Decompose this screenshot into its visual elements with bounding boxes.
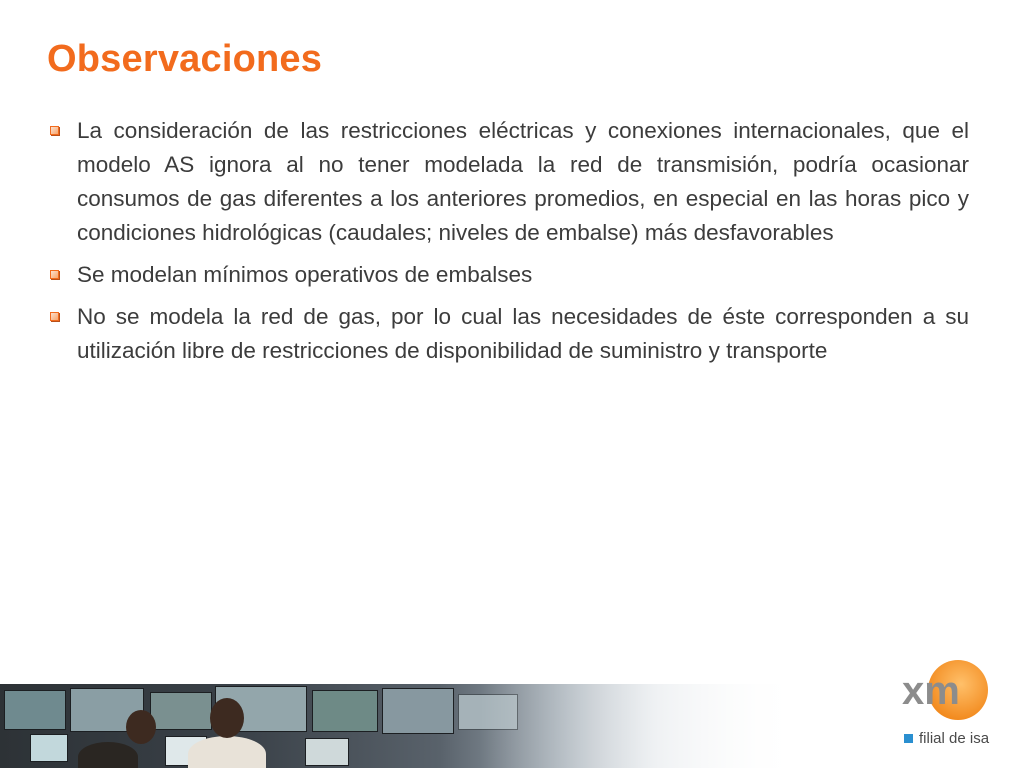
square-bullet-icon (50, 126, 59, 135)
blue-square-icon (904, 734, 913, 743)
operator-silhouette (78, 742, 138, 768)
photo-fade (480, 684, 800, 768)
monitor-screen (312, 690, 378, 732)
logo-tagline (904, 730, 989, 747)
bullet-item (47, 258, 969, 292)
square-bullet-icon (50, 270, 59, 279)
tagline-text: filial de isa (919, 730, 990, 747)
operator-head (210, 698, 244, 738)
bullet-text: Se modelan mínimos operativos de embalses (77, 262, 533, 287)
logo-wordmark: xm (902, 669, 960, 713)
bullet-item (47, 300, 969, 368)
operator-silhouette (188, 736, 266, 768)
slide-title: Observaciones (47, 38, 323, 80)
square-bullet-icon (50, 312, 59, 321)
bullet-item (47, 114, 969, 250)
bullet-list (47, 114, 969, 376)
bullet-text: La consideración de las restricciones eléctricas y conexiones internacionales, que el modelo AS ignora al no tener modelada la red de transmisión, podría ocasionar consumos de gas diferentes a los anteriores promedios, en especial en las horas pico y condiciones hidrológicas (caudales; niveles de embalse) más desfavorables (77, 118, 969, 245)
monitor-screen (4, 690, 66, 730)
monitor-screen (382, 688, 454, 734)
control-room-photo (0, 684, 800, 768)
bullet-text: No se modela la red de gas, por lo cual las necesidades de éste corresponden a su utilización libre de restricciones de disponibilidad de suministro y transporte (77, 304, 969, 363)
monitor-screen (305, 738, 349, 766)
monitor-screen (30, 734, 68, 762)
monitor-screen (150, 692, 212, 730)
operator-head (126, 710, 156, 744)
